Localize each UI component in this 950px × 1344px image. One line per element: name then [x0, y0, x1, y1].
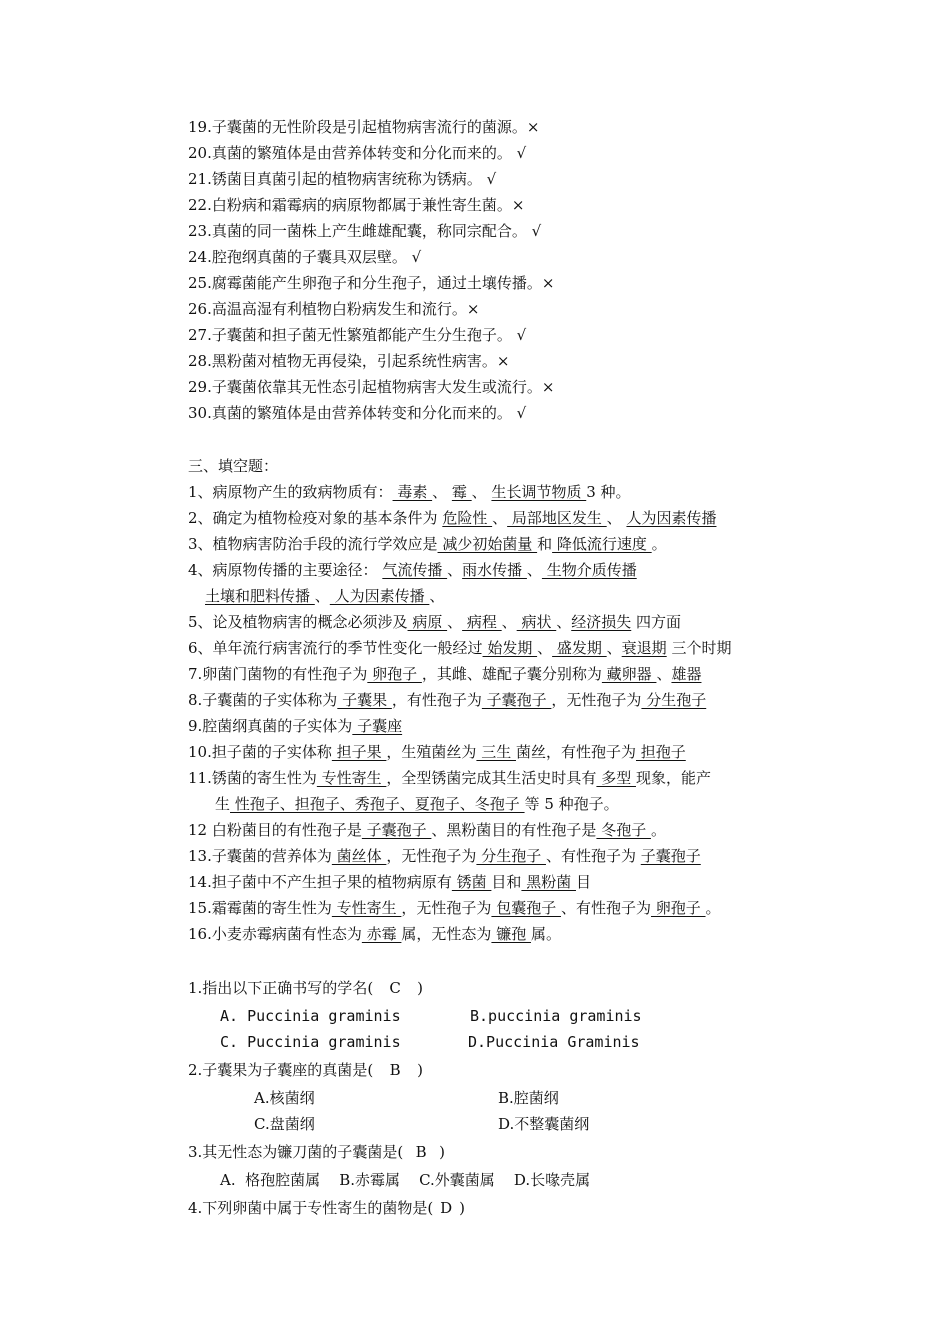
tf-item-20: 20.真菌的繁殖体是由营养体转变和分化而来的。 √ [188, 144, 527, 162]
answer-blank: 盛发期 [552, 639, 607, 657]
fill-item-4: 4、病原物传播的主要途径： 气流传播 、雨水传播 、 生物介质传播 [188, 561, 637, 579]
answer-blank: 黑粉菌 [521, 873, 576, 891]
answer-blank: 包囊孢子 [491, 899, 561, 917]
answer-blank: 担子果 [331, 743, 387, 761]
tf-item-21: 21.锈菌目真菌引起的植物病害统称为锈病。 √ [188, 170, 497, 188]
tf-item-27: 27.子囊菌和担子菌无性繁殖都能产生分生孢子。 √ [188, 326, 527, 344]
mc-3-options: A. 格孢腔菌属 B.赤霉属 C.外囊菌属 D.长喙壳属 [220, 1171, 591, 1189]
answer-blank: 病状 [516, 613, 557, 631]
fill-item-2: 2、确定为植物检疫对象的基本条件为 危险性 、 局部地区发生 、 人为因素传播 [188, 509, 717, 527]
tf-item-25: 25.腐霉菌能产生卵孢子和分生孢子，通过土壤传播。× [188, 274, 555, 292]
answer-blank: 冬孢子 [596, 821, 651, 839]
mc-2-option-c: C.盘菌纲 [254, 1115, 315, 1133]
tf-item-19: 19.子囊菌的无性阶段是引起植物病害流行的菌源。× [188, 118, 540, 136]
tf-item-28: 28.黑粉菌对植物无再侵染，引起系统性病害。× [188, 352, 510, 370]
answer-blank: 子囊果 [337, 691, 392, 709]
answer-blank: 人为因素传播 [626, 509, 717, 527]
fill-item-11-continued: 生 性孢子、担孢子、秀孢子、夏孢子、冬孢子 等 5 种孢子。 [215, 795, 619, 813]
fill-item-6: 6、单年流行病害流行的季节性变化一般经过 始发期 、 盛发期 、衰退期 三个时期 [188, 639, 732, 657]
tf-item-22: 22.白粉病和霜霉病的病原物都属于兼性寄生菌。× [188, 196, 525, 214]
answer-blank: 土壤和肥料传播 [205, 587, 315, 605]
answer-blank: 锈菌 [451, 873, 492, 891]
mc-1-option-a: A. Puccinia graminis [220, 1007, 401, 1025]
mc-item-1: 1.指出以下正确书写的学名( C ) [188, 979, 424, 997]
answer-blank: 三生 [476, 743, 516, 761]
answer-blank: 降低流行速度 [552, 535, 652, 553]
answer-blank: 子囊孢子 [361, 821, 432, 839]
mc-answer: C [389, 979, 401, 997]
answer-blank: 镰孢 [491, 925, 531, 943]
answer-blank: 生长调节物质 [491, 483, 587, 501]
fill-item-1: 1、病原物产生的致病物质有： 毒素 、 霉 、 生长调节物质 3 种。 [188, 483, 631, 501]
answer-blank: 衰退期 [621, 639, 667, 657]
mc-item-4: 4.下列卵菌中属于专性寄生的菌物是( D ) [188, 1199, 466, 1217]
fill-item-13: 13.子囊菌的营养体为 菌丝体 ，无性孢子为 分生孢子 、有性孢子为 子囊孢子 [188, 847, 701, 865]
answer-blank: 藏卵器 [601, 665, 657, 683]
answer-blank: 毒素 [392, 483, 433, 501]
answer-blank: 子囊座 [352, 717, 403, 735]
answer-blank: 卵孢子 [367, 665, 422, 683]
mc-2-option-a: A.核菌纲 [254, 1089, 315, 1107]
mc-answer: D [440, 1199, 453, 1217]
fill-item-9: 9.腔菌纲真菌的子实体为 子囊座 [188, 717, 403, 735]
answer-blank: 人为因素传播 [329, 587, 430, 605]
fill-item-10: 10.担子菌的子实体称 担子果 ，生殖菌丝为 三生 菌丝，有性孢子为 担孢子 [188, 743, 686, 761]
answer-blank: 子囊孢子 [481, 691, 552, 709]
answer-blank: 多型 [596, 769, 636, 787]
mc-1-option-d: D.Puccinia Graminis [468, 1033, 640, 1051]
answer-blank: 病程 [462, 613, 502, 631]
mc-item-3: 3.其无性态为镰刀菌的子囊菌是( B ) [188, 1143, 446, 1161]
answer-blank: 子囊孢子 [640, 847, 701, 865]
section-heading-fill: 三、填空题： [188, 457, 279, 475]
fill-item-4-continued: 土壤和肥料传播 、 人为因素传播 、 [205, 587, 445, 605]
fill-item-12: 12 白粉菌目的有性孢子是 子囊孢子 、黑粉菌目的有性孢子是 冬孢子 。 [188, 821, 666, 839]
answer-blank: 性孢子、担孢子、秀孢子、夏孢子、冬孢子 [230, 795, 525, 813]
answer-blank: 分生孢子 [641, 691, 707, 709]
answer-blank: 生物介质传播 [541, 561, 637, 579]
fill-item-14: 14.担子菌中不产生担子果的植物病原有 锈菌 目和 黑粉菌 目 [188, 873, 591, 891]
mc-2-option-b: B.腔菌纲 [498, 1089, 559, 1107]
fill-item-5: 5、论及植物病害的概念必须涉及 病原 、 病程 、 病状 、经济损失 四方面 [188, 613, 682, 631]
answer-blank: 雨水传播 [462, 561, 527, 579]
mc-1-option-b: B.puccinia graminis [470, 1007, 642, 1025]
tf-item-23: 23.真菌的同一菌株上产生雌雄配囊，称同宗配合。 √ [188, 222, 542, 240]
answer-blank: 卵孢子 [650, 899, 706, 917]
answer-blank: 病原 [407, 613, 448, 631]
fill-item-3: 3、植物病害防治手段的流行学效应是 减少初始菌量 和 降低流行速度 。 [188, 535, 667, 553]
answer-blank: 始发期 [482, 639, 538, 657]
tf-item-30: 30.真菌的繁殖体是由营养体转变和分化而来的。 √ [188, 404, 527, 422]
mc-item-2: 2.子囊果为子囊座的真菌是( B ) [188, 1061, 424, 1079]
fill-item-8: 8.子囊菌的子实体称为 子囊果 ，有性孢子为 子囊孢子 ，无性孢子为 分生孢子 [188, 691, 707, 709]
mc-answer: B [389, 1061, 401, 1079]
answer-blank: 赤霉 [361, 925, 402, 943]
mc-1-option-c: C. Puccinia graminis [220, 1033, 401, 1051]
answer-blank: 分生孢子 [476, 847, 546, 865]
mc-answer: B [415, 1143, 427, 1161]
fill-item-11: 11.锈菌的寄生性为 专性寄生 ，全型锈菌完成其生活史时具有 多型 现象，能产 [188, 769, 711, 787]
answer-blank: 雄器 [671, 665, 702, 683]
fill-item-16: 16.小麦赤霉病菌有性态为 赤霉 属，无性态为 镰孢 属。 [188, 925, 561, 943]
mc-2-option-d: D.不整囊菌纲 [498, 1115, 590, 1133]
answer-blank: 霉 [451, 483, 472, 501]
answer-blank: 经济损失 [571, 613, 632, 631]
answer-blank: 担孢子 [635, 743, 686, 761]
answer-blank: 局部地区发生 [507, 509, 607, 527]
answer-blank: 危险性 [442, 509, 493, 527]
fill-item-7: 7.卵菌门菌物的有性孢子为 卵孢子 ，其雌、雄配子囊分别称为 藏卵器 、雄器 [188, 665, 702, 683]
fill-item-15: 15.霜霉菌的寄生性为 专性寄生 ，无性孢子为 包囊孢子 、有性孢子为 卵孢子 。 [188, 899, 721, 917]
answer-blank: 专性寄生 [331, 899, 402, 917]
tf-item-29: 29.子囊菌依靠其无性态引起植物病害大发生或流行。× [188, 378, 555, 396]
tf-item-24: 24.腔孢纲真菌的子囊具双层壁。 √ [188, 248, 422, 266]
tf-item-26: 26.高温高湿有利植物白粉病发生和流行。× [188, 300, 480, 318]
answer-blank: 减少初始菌量 [437, 535, 538, 553]
answer-blank: 菌丝体 [331, 847, 387, 865]
answer-blank: 气流传播 [382, 561, 448, 579]
answer-blank: 专性寄生 [316, 769, 387, 787]
